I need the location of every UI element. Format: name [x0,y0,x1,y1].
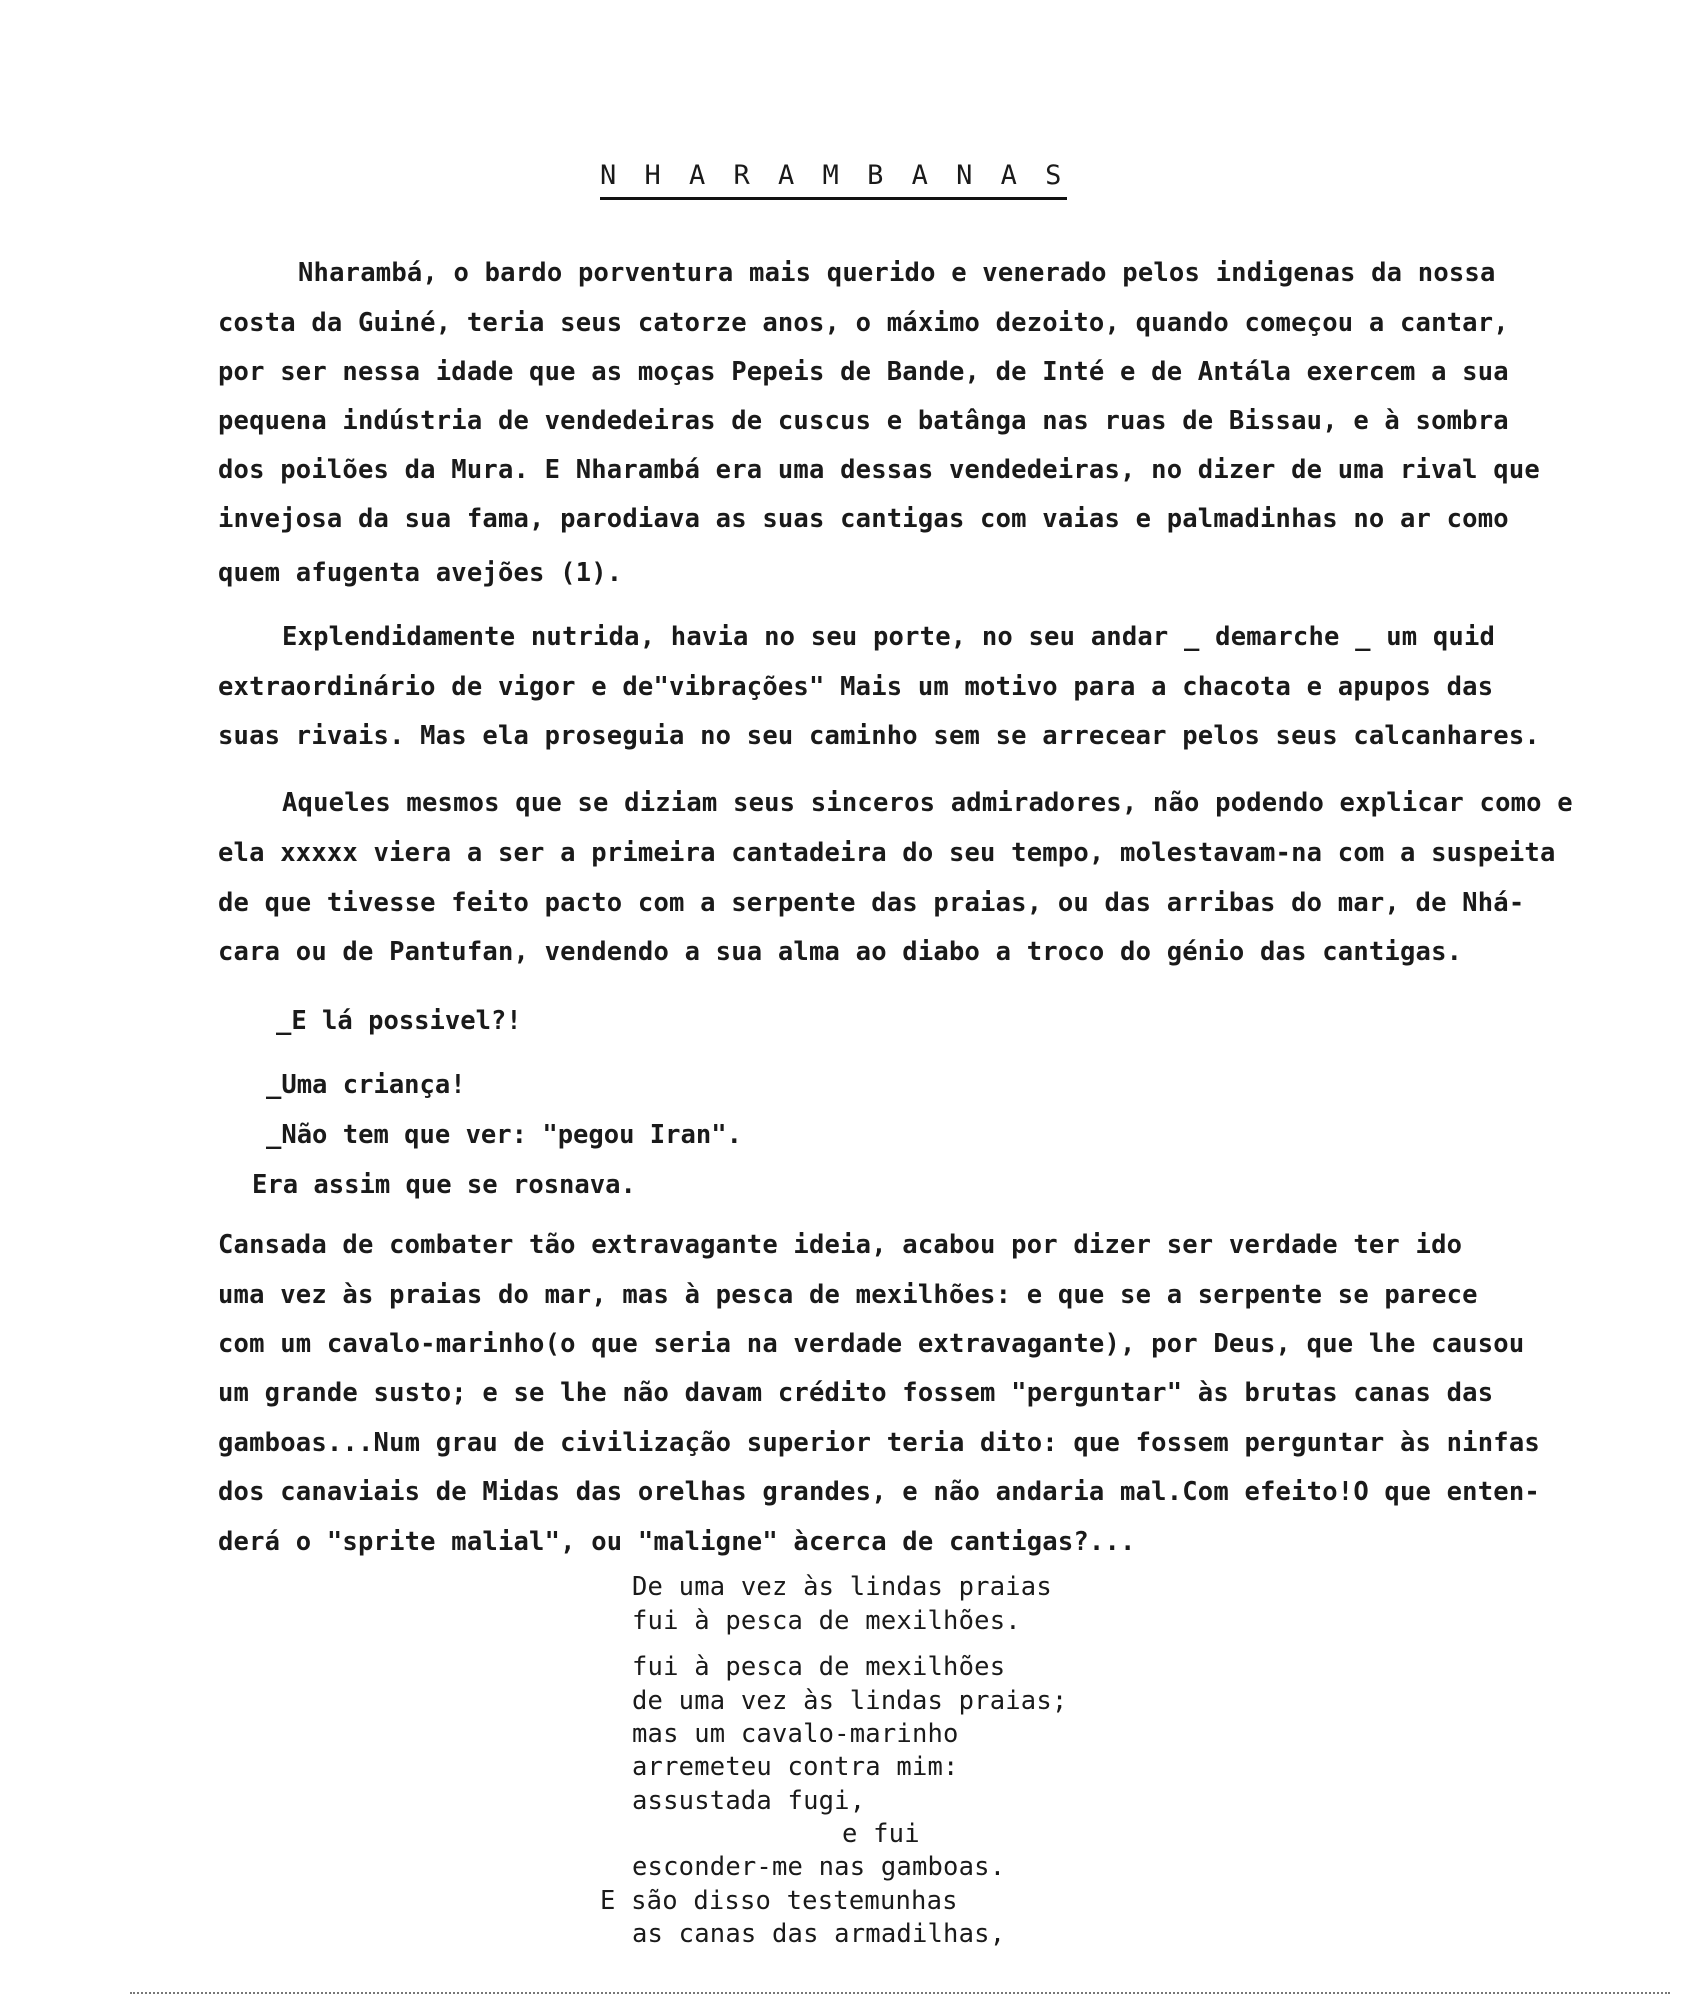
poem-line: E são disso testemunhas [600,1886,958,1916]
paragraph-line: uma vez às praias do mar, mas à pesca de mexilhões: e que se a serpente se parece [218,1280,1478,1310]
poem-line: assustada fugi, [632,1786,866,1816]
paragraph-line: dos canaviais de Midas das orelhas grandes, e não andaria mal.Com efeito!O que enten- [218,1477,1540,1507]
page-edge-rule [130,1992,1670,1994]
poem-line: arremeteu contra mim: [632,1752,959,1782]
paragraph-line: quem afugenta avejões (1). [218,558,623,588]
paragraph-line: de que tivesse feito pacto com a serpente das praias, ou das arribas do mar, de Nhá- [218,888,1525,918]
dialogue-line: _E lá possivel?! [276,1006,522,1036]
paragraph-line: Explendidamente nutrida, havia no seu porte, no seu andar _ demarche _ um quid [282,622,1496,652]
paragraph-line: pequena indústria de vendedeiras de cuscus e batânga nas ruas de Bissau, e à sombra [218,406,1509,436]
paragraph-line: um grande susto; e se lhe não davam crédito fossem "perguntar" às brutas canas das [218,1378,1494,1408]
paragraph-line: extraordinário de vigor e de"vibrações" Mais um motivo para a chacota e apupos das [218,672,1494,702]
dialogue-close-line: Era assim que se rosnava. [252,1170,636,1200]
paragraph-line: por ser nessa idade que as moças Pepeis de Bande, de Inté e de Antála exercem a sua [218,357,1509,387]
paragraph-line: gamboas...Num grau de civilização superior teria dito: que fossem perguntar às ninfas [218,1428,1540,1458]
paragraph-line: dos poilões da Mura. E Nharambá era uma dessas vendedeiras, no dizer de uma rival que [218,455,1540,485]
paragraph-line: derá o "sprite malial", ou "maligne" àcerca de cantigas?... [218,1527,1136,1557]
dialogue-line: _Não tem que ver: "pegou Iran". [266,1120,742,1150]
poem-line: esconder-me nas gamboas. [632,1852,1006,1882]
poem-line: as canas das armadilhas, [632,1919,1006,1949]
paragraph-line: ela xxxxx viera a ser a primeira cantadeira do seu tempo, molestavam-na com a suspeita [218,838,1556,868]
poem-line: mas um cavalo-marinho [632,1719,959,1749]
paragraph-line: cara ou de Pantufan, vendendo a sua alma ao diabo a troco do génio das cantigas. [218,937,1463,967]
poem-line: e fui [842,1819,920,1849]
paragraph-line: com um cavalo-marinho(o que seria na verdade extravagante), por Deus, que lhe causou [218,1329,1525,1359]
poem-line: De uma vez às lindas praias [632,1572,1052,1602]
paragraph-line: suas rivais. Mas ela proseguia no seu caminho sem se arrecear pelos seus calcanhares. [218,721,1540,751]
paragraph-line: costa da Guiné, teria seus catorze anos, o máximo dezoito, quando começou a cantar, [218,308,1509,338]
page-title: N H A R A M B A N A S [600,160,1067,200]
poem-line: de uma vez às lindas praias; [632,1686,1068,1716]
paragraph-line: Aqueles mesmos que se diziam seus sinceros admiradores, não podendo explicar como e [282,788,1573,818]
paragraph-line: Cansada de combater tão extravagante ideia, acabou por dizer ser verdade ter ido [218,1230,1463,1260]
paragraph-line: Nharambá, o bardo porventura mais querido e venerado pelos indigenas da nossa [298,258,1496,288]
poem-line: fui à pesca de mexilhões. [632,1606,1021,1636]
dialogue-line: _Uma criança! [266,1070,466,1100]
paragraph-line: invejosa da sua fama, parodiava as suas cantigas com vaias e palmadinhas no ar como [218,504,1509,534]
poem-line: fui à pesca de mexilhões [632,1652,1006,1682]
